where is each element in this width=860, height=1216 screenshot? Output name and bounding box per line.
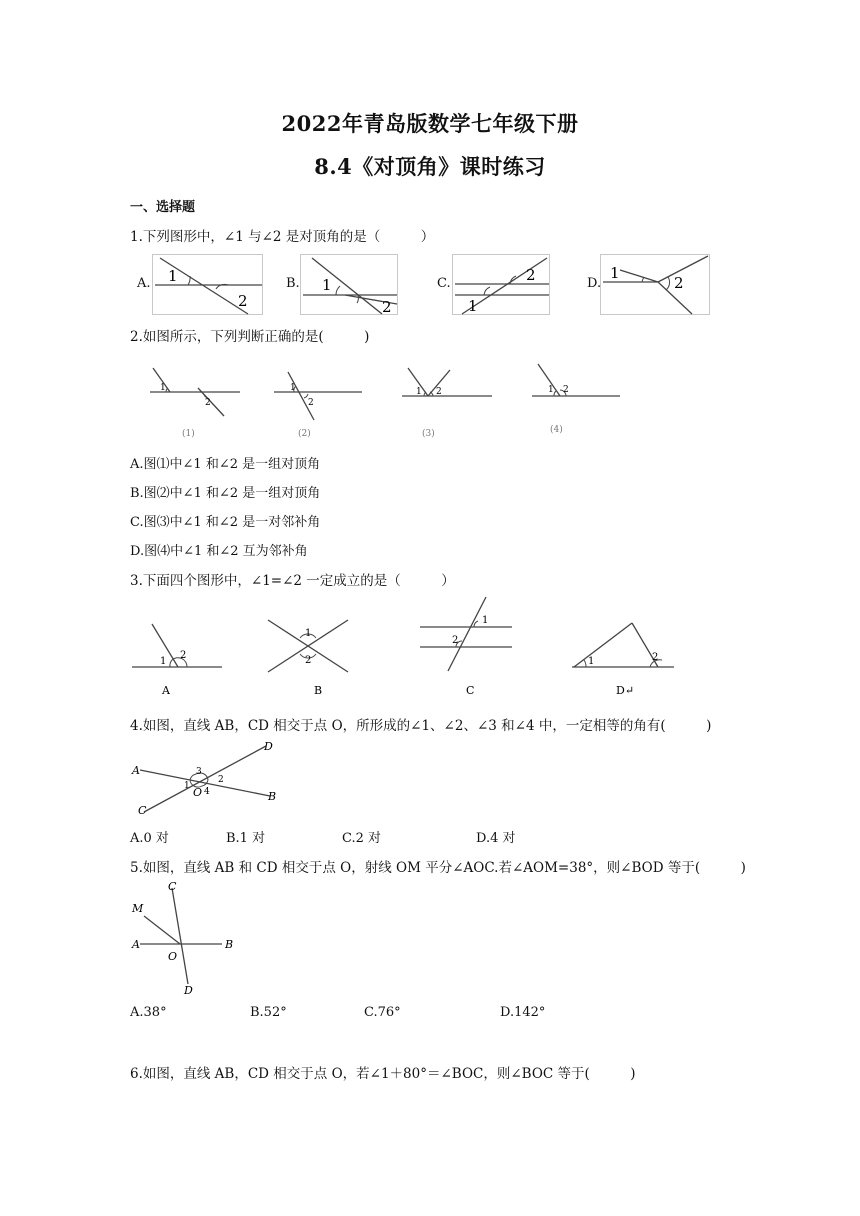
page-title: 2022年青岛版数学七年级下册 <box>281 111 579 136</box>
q2-option-a: A.图⑴中∠1 和∠2 是一组对顶角 <box>130 457 321 472</box>
q1-figure-d <box>600 254 712 316</box>
q3-caption-d: D↵ <box>616 684 635 697</box>
q1b-angle1-label: 1 <box>322 276 332 294</box>
question-3-text: 3.下面四个图形中，∠1=∠2 一定成立的是（ ） <box>130 573 455 589</box>
q1b-angle2-label: 2 <box>382 298 392 316</box>
q5-option-d: D.142° <box>500 1005 546 1020</box>
q3b-angle2: 2 <box>305 655 312 666</box>
q1d-angle2-label: 2 <box>674 274 684 292</box>
question-1-text: 1.下列图形中，∠1 与∠2 是对顶角的是（ ） <box>130 229 435 245</box>
q4-angle-3: 3 <box>196 767 202 777</box>
q4-point-D: D <box>264 740 273 753</box>
q4-option-c: C.2 对 <box>342 831 382 846</box>
q4-point-O: O <box>193 786 203 799</box>
q2f1-angle2: 2 <box>205 398 211 408</box>
q3d-angle2: 2 <box>652 652 659 663</box>
q5-point-D: D <box>184 984 193 997</box>
q3d-angle1: 1 <box>588 656 595 667</box>
q4-angle-1: 1 <box>184 781 190 791</box>
q3-figure-d <box>570 600 680 700</box>
q4-option-a: A.0 对 <box>130 831 169 846</box>
q5-point-O: O <box>168 950 178 963</box>
q3b-angle1: 1 <box>305 628 312 639</box>
q2-fig3-caption: (3) <box>422 429 435 439</box>
section-heading: 一、选择题 <box>130 200 196 215</box>
q1d-angle1-label: 1 <box>610 264 620 282</box>
question-5-text: 5.如图，直线 AB 和 CD 相交于点 O，射线 OM 平分∠AOC.若∠AOM=38°，则∠BOD 等于( ) <box>130 860 746 876</box>
q5-point-B: B <box>225 938 234 951</box>
question-4-text: 4.如图，直线 AB，CD 相交于点 O，所形成的∠1、∠2、∠3 和∠4 中，一定相等的角有( ) <box>130 718 712 734</box>
q5-point-A: A <box>132 938 140 951</box>
q4-option-b: B.1 对 <box>226 831 266 846</box>
q2-option-b: B.图⑵中∠1 和∠2 是一组对顶角 <box>130 486 321 501</box>
q1a-angle2-label: 2 <box>238 292 248 310</box>
q3-caption-c: C <box>466 684 475 697</box>
q1-figure-c <box>452 254 552 316</box>
q3a-angle2: 2 <box>180 650 187 661</box>
q3a-angle1: 1 <box>160 656 167 667</box>
q2f2-angle1: 1 <box>290 383 296 393</box>
q1-option-d-label: D. <box>587 276 602 291</box>
q2-figure-1 <box>148 360 244 440</box>
q5-option-c: C.76° <box>364 1005 401 1020</box>
q4-option-d: D.4 对 <box>476 831 516 846</box>
q2f3-angle1: 1 <box>416 387 422 397</box>
q2-option-c: C.图⑶中∠1 和∠2 是一对邻补角 <box>130 515 321 530</box>
q2-figure-4 <box>530 360 626 440</box>
q4-point-A: A <box>132 764 140 777</box>
q3c-angle1: 1 <box>482 615 489 626</box>
q5-option-a: A.38° <box>130 1005 167 1020</box>
q4-point-C: C <box>138 804 147 817</box>
q1c-angle1-label: 1 <box>468 297 478 315</box>
q5-point-M: M <box>132 902 144 915</box>
q5-figure <box>128 878 248 998</box>
q1-figure-a <box>152 254 264 316</box>
q1-option-b-label: B. <box>286 276 300 291</box>
q3-caption-a: A <box>162 684 170 697</box>
q2f4-angle2: 2 <box>563 385 569 395</box>
q3-figure-b <box>260 600 360 700</box>
q2f3-angle2: 2 <box>436 387 442 397</box>
q4-angle-2: 2 <box>218 775 224 785</box>
q3-caption-b: B <box>314 684 323 697</box>
q1a-angle1-label: 1 <box>168 267 178 285</box>
q3-figure-a <box>130 600 230 700</box>
q1-option-c-label: C. <box>437 276 451 291</box>
q5-option-b: B.52° <box>250 1005 287 1020</box>
q4-point-B: B <box>268 790 277 803</box>
q5-point-C: C <box>168 880 177 893</box>
q3c-angle2: 2 <box>452 635 459 646</box>
question-2-text: 2.如图所示，下列判断正确的是( ) <box>130 329 370 345</box>
q1-figure-b <box>300 254 400 316</box>
q4-figure <box>130 738 290 818</box>
q2-fig1-caption: (1) <box>182 429 195 439</box>
q2f2-angle2: 2 <box>308 398 314 408</box>
question-6-text: 6.如图，直线 AB，CD 相交于点 O，若∠1＋80°＝∠BOC，则∠BOC 等于( ) <box>130 1066 636 1082</box>
q2f1-angle1: 1 <box>160 383 166 393</box>
q4-angle-4: 4 <box>204 787 210 797</box>
q2-option-d: D.图⑷中∠1 和∠2 互为邻补角 <box>130 544 308 559</box>
q1-option-a-label: A. <box>137 276 151 291</box>
q2-figure-3 <box>400 360 496 440</box>
q2-fig4-caption: (4) <box>550 425 563 435</box>
q2-figure-2 <box>270 360 366 440</box>
q2-fig2-caption: (2) <box>298 429 311 439</box>
q3-figure-c <box>418 595 518 700</box>
q2f4-angle1: 1 <box>548 385 554 395</box>
q1c-angle2-label: 2 <box>526 266 536 284</box>
page-subtitle: 8.4《对顶角》课时练习 <box>314 154 546 179</box>
